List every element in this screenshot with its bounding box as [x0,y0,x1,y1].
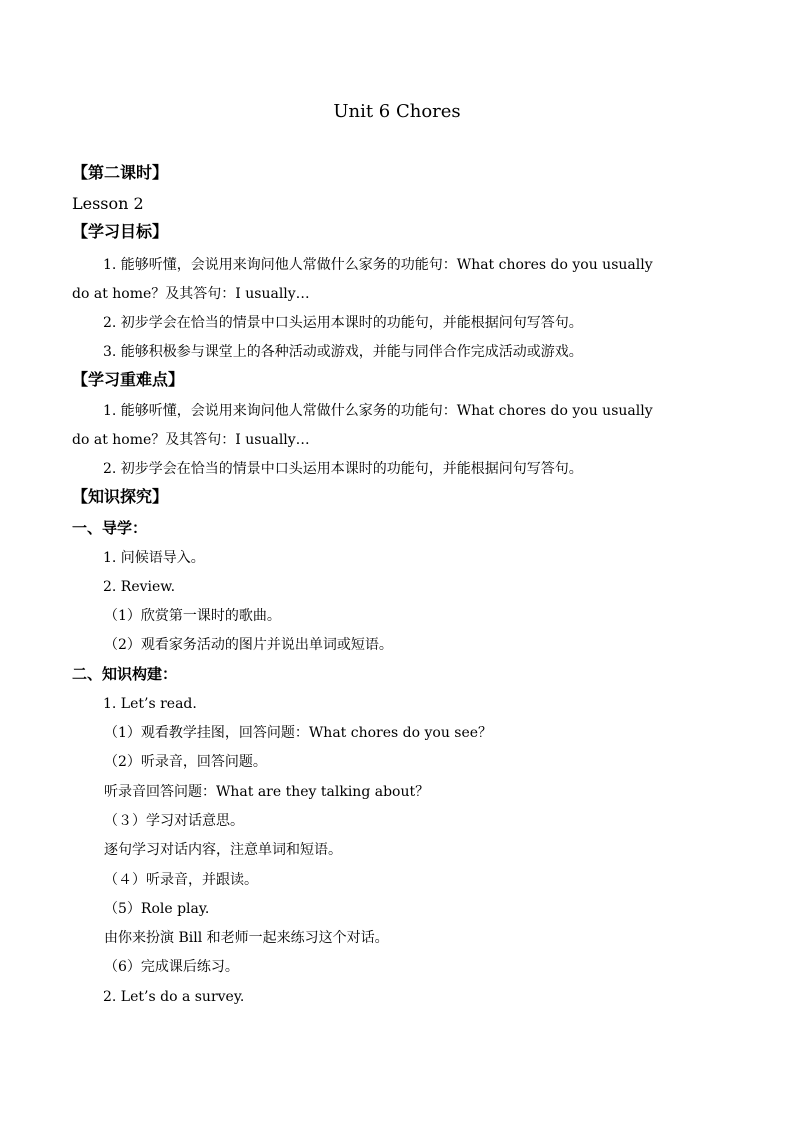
guide-item-1: 1. 问候语导入。 [103,550,205,566]
guide-heading: 一、导学： [72,519,148,537]
build-step-1: （1）观看教学挂图，回答问题：What chores do you see？ [104,725,493,741]
build-step-4: （４）听录音，并跟读。 [104,872,258,888]
key-point-2: 2. 初步学会在恰当的情景中口头运用本课时的功能句，并能根据问句写答句。 [103,461,583,477]
goal-1-line-1: 1. 能够听懂，会说用来询问他人常做什么家务的功能句：What chores do you usually [103,257,653,273]
lesson-label: Lesson 2 [72,194,144,213]
build-step-5-text: 由你来扮演 Bill 和老师一起来练习这个对话。 [104,930,389,946]
build-step-5: （5）Role play. [104,901,210,917]
build-step-2-text: 听录音回答问题：What are they talking about？ [104,784,430,800]
guide-item-2: 2. Review. [103,579,176,595]
build-step-2: （2）听录音，回答问题。 [104,754,267,770]
build-step-3-text: 逐句学习对话内容，注意单词和短语。 [104,842,342,858]
build-step-6: （6）完成课后练习。 [104,959,239,975]
key-point-1-line-1: 1. 能够听懂，会说用来询问他人常做什么家务的功能句：What chores do you usually [103,403,653,419]
guide-item-2-sub-2: （2）观看家务活动的图片并说出单词或短语。 [104,637,393,653]
key-point-1-line-2: do at home？及其答句：I usually… [72,432,310,448]
guide-item-2-sub-1: （1）欣赏第一课时的歌曲。 [104,608,281,624]
doc-title: Unit 6 Chores [333,101,461,122]
key-points-heading: 【学习重难点】 [72,370,185,389]
build-heading: 二、知识构建： [72,665,178,683]
goal-1-line-2: do at home？及其答句：I usually… [72,286,310,302]
explore-heading: 【知识探究】 [72,487,169,506]
build-item-1: 1. Let’s read. [103,696,197,712]
goal-2: 2. 初步学会在恰当的情景中口头运用本课时的功能句，并能根据问句写答句。 [103,315,583,331]
goal-3: 3. 能够积极参与课堂上的各种活动或游戏，并能与同伴合作完成活动或游戏。 [103,344,583,360]
lesson-heading: 【第二课时】 [72,163,169,182]
build-step-3: （３）学习对话意思。 [104,813,244,829]
build-item-2: 2. Let’s do a survey. [103,989,245,1005]
goals-heading: 【学习目标】 [72,222,169,241]
